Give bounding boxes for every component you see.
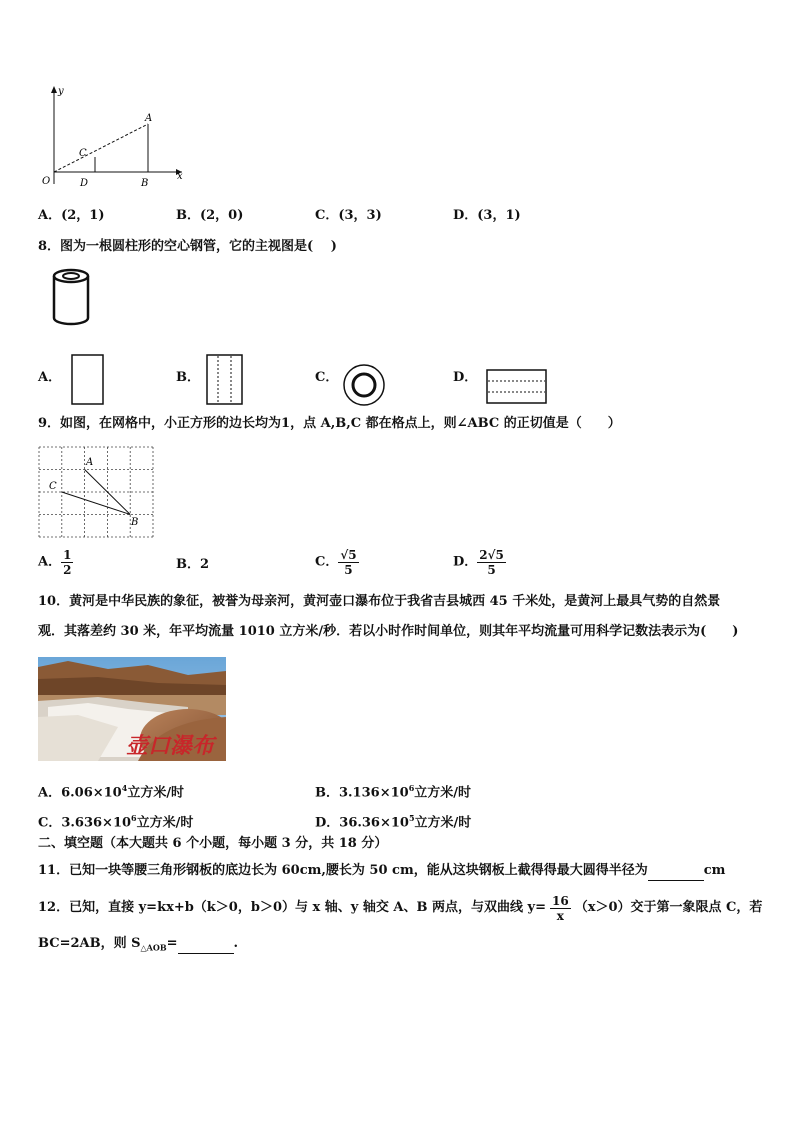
q9-c-label: C: [49, 481, 57, 492]
q9-option-d[interactable]: [453, 548, 506, 577]
q10-option-b-exponent: 6: [408, 783, 415, 793]
waterfall-photo: [38, 657, 226, 761]
fraction-denominator: x: [556, 908, 564, 923]
q10-option-a[interactable]: [38, 779, 184, 802]
q10-option-d-unit: 立方米/时: [414, 815, 472, 831]
q12-line2-subscript: △AOB: [140, 942, 167, 953]
q7-x-label: x: [177, 171, 183, 182]
q9-stem: 9．如图，在网格中，小正方形的边长均为1，点 A,B,C 都在格点上，则∠ABC 的正切值是（ ）: [38, 416, 621, 431]
fraction-denominator: 5: [344, 563, 353, 577]
q10-option-b[interactable]: [315, 779, 471, 802]
q9-option-a[interactable]: [38, 548, 73, 577]
q9-option-a-letter: A．: [38, 554, 62, 570]
q9-a-label: A: [86, 457, 94, 468]
q10-option-c-unit: 立方米/时: [136, 815, 194, 831]
q10-option-d-exponent: 5: [408, 813, 415, 823]
q8-option-b-figure[interactable]: [205, 352, 245, 406]
q10-option-a-exponent: 4: [121, 783, 128, 793]
q9-option-c-letter: C．: [315, 554, 339, 570]
q10-option-c-exponent: 6: [131, 813, 137, 823]
q10-option-b-base: B．3.136×10: [315, 785, 409, 801]
fraction-denominator: 2: [63, 563, 72, 577]
q12-line2-pre: BC=2AB，则 S: [38, 936, 141, 951]
q8-option-c-letter[interactable]: C．: [315, 370, 339, 385]
q10-option-c-base: C．3.636×10: [38, 815, 132, 831]
q7-option-d[interactable]: D．(3，1): [453, 208, 521, 223]
q10-stem-line1: 10．黄河是中华民族的象征，被誉为母亲河，黄河壶口瀑布位于我省吉县城西 45 千米处，是黄河上最具气势的自然景: [38, 594, 721, 609]
q7-b-label: B: [141, 178, 149, 189]
q7-option-a[interactable]: A．(2，1): [38, 208, 105, 223]
q12-stem-line2: [38, 935, 238, 957]
q12-fraction: [550, 894, 571, 923]
q8-stem: 8．图为一根圆柱形的空心钢管，它的主视图是( ): [38, 239, 337, 254]
q9-grid-figure: [36, 445, 156, 540]
q9-option-c[interactable]: [315, 548, 359, 577]
q7-c-label: C: [79, 148, 87, 159]
q7-o-label: O: [42, 176, 51, 187]
q12-line2-end: .: [233, 936, 239, 951]
q10-option-d-base: D．36.36×10: [315, 815, 409, 831]
q12-text-b: （x＞0）交于第一象限点 C，若: [574, 900, 763, 915]
q8-option-c-figure[interactable]: [341, 362, 387, 408]
hollow-cylinder-figure: [50, 264, 92, 328]
q9-option-d-letter: D．: [453, 554, 478, 570]
q7-option-c[interactable]: C．(3，3): [315, 208, 382, 223]
waterfall-caption: 壶口瀑布: [126, 733, 215, 759]
q7-graph: [36, 84, 186, 192]
q10-option-c[interactable]: [38, 809, 193, 832]
fraction-numerator: √5: [340, 548, 357, 562]
q8-option-b-letter[interactable]: B．: [176, 370, 200, 385]
q10-option-a-base: A．6.06×10: [38, 785, 122, 801]
q11-text: 11．已知一块等腰三角形钢板的底边长为 60cm,腰长为 50 cm，能从这块钢板上截得得最大圆得半径为: [38, 863, 648, 878]
section-heading: 二、填空题（本大题共 6 个小题，每小题 3 分，共 18 分）: [38, 836, 388, 851]
q12-text-a: 12．已知，直接 y=kx+b（k＞0，b＞0）与 x 轴、y 轴交 A、B 两点，与双曲线 y=: [38, 900, 546, 915]
q11-unit: cm: [703, 863, 726, 878]
q7-option-b[interactable]: B．(2，0): [176, 208, 244, 223]
q11-stem: [38, 862, 725, 881]
q9-b-label: B: [131, 517, 139, 528]
q8-option-a-figure[interactable]: [70, 352, 106, 406]
fraction-denominator: 5: [487, 563, 496, 577]
q8-option-d-letter[interactable]: D．: [453, 370, 478, 385]
fraction-numerator: 2√5: [479, 548, 504, 562]
fraction-numerator: 1: [63, 548, 72, 562]
q12-line2-equals: =: [166, 936, 178, 951]
q12-stem-line1: [38, 888, 762, 929]
q9-option-b[interactable]: B．2: [176, 557, 210, 572]
q9-option-d-fraction: [477, 548, 506, 577]
q10-option-b-unit: 立方米/时: [414, 785, 472, 801]
q12-answer-blank[interactable]: [178, 935, 234, 954]
q7-d-label: D: [80, 178, 89, 189]
q10-stem-line2: 观．其落差约 30 米，年平均流量 1010 立方米/秒．若以小时作时间单位，则其年平均流量可用科学记数法表示为( ): [38, 624, 739, 639]
q7-a-label: A: [145, 113, 153, 124]
q8-option-a-letter[interactable]: A．: [38, 370, 62, 385]
q8-option-d-figure[interactable]: [485, 366, 549, 406]
fraction-numerator: 16: [551, 893, 569, 908]
q9-option-c-fraction: [338, 548, 358, 577]
q10-option-a-unit: 立方米/时: [127, 785, 185, 801]
q11-answer-blank[interactable]: [648, 862, 704, 881]
q7-y-label: y: [58, 86, 64, 97]
q10-option-d[interactable]: [315, 809, 471, 832]
q9-option-a-fraction: [61, 548, 73, 577]
